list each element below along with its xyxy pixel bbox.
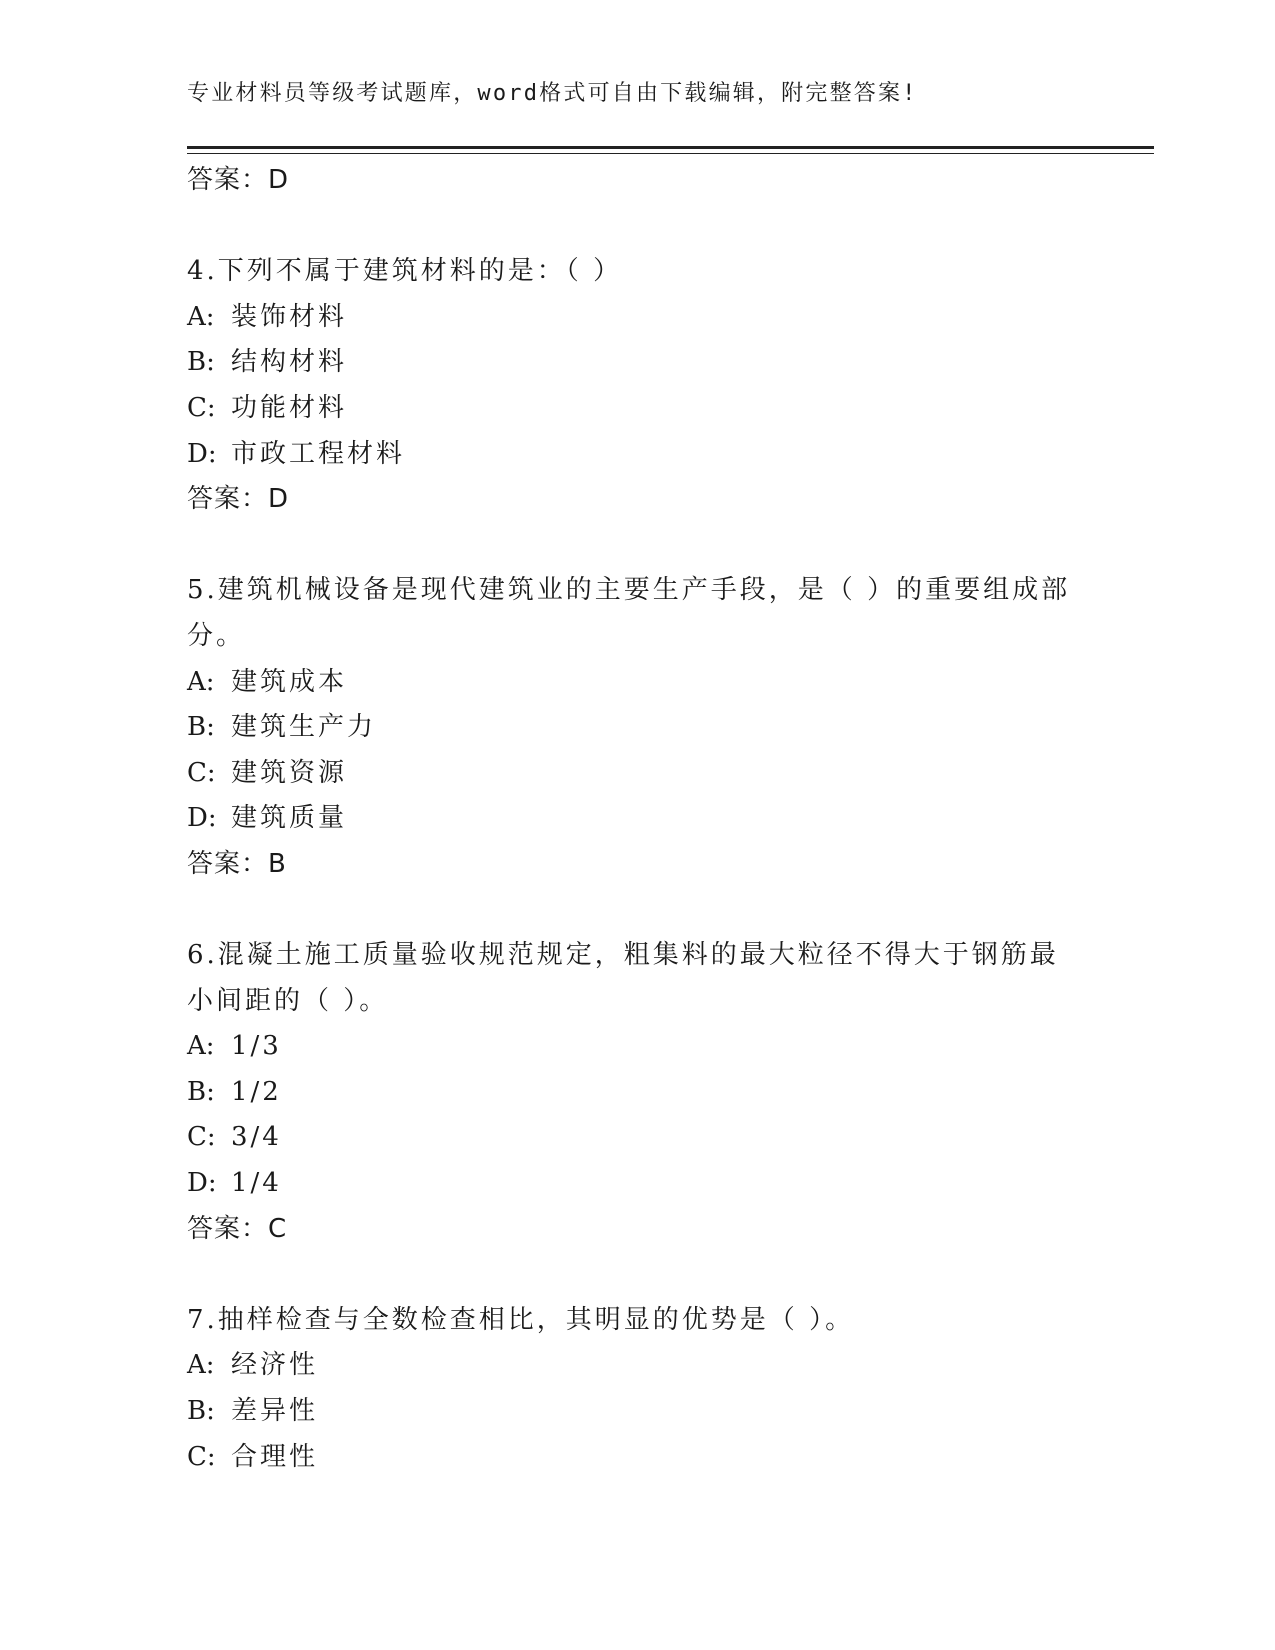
option-text: 结构材料: [231, 347, 348, 378]
option-line: [187, 1024, 1087, 1070]
spacer: [187, 1252, 1087, 1298]
option-letter: C:: [187, 1122, 216, 1153]
spacer: [187, 204, 1087, 250]
option-letter: C:: [187, 392, 216, 423]
option-text: 经济性: [231, 1350, 319, 1381]
option-line: [187, 1115, 1087, 1161]
option-text: 装饰材料: [231, 301, 348, 332]
option-text: 3/4: [231, 1122, 282, 1153]
option-line: [187, 1070, 1087, 1116]
option-line: [187, 660, 1087, 706]
option-line: [187, 1161, 1087, 1207]
question-list: [187, 158, 1087, 1480]
option-text: 1/3: [231, 1031, 282, 1062]
option-letter: A:: [187, 301, 215, 332]
option-letter: B:: [187, 347, 215, 378]
option-line: [187, 1343, 1087, 1389]
option-text: 差异性: [231, 1396, 319, 1427]
option-text: 建筑生产力: [231, 712, 377, 743]
option-line: [187, 386, 1087, 432]
answer-line: 答案：D: [187, 484, 290, 515]
spacer: [187, 523, 1087, 569]
answer-line: 答案：C: [187, 1213, 288, 1244]
question-text: 4.下列不属于建筑材料的是：（ ）: [187, 256, 623, 287]
question-text: 小间距的（ ）。: [187, 985, 389, 1016]
answer-line: 答案：B: [187, 848, 287, 879]
option-letter: D:: [187, 438, 217, 469]
option-letter: C:: [187, 757, 216, 788]
answer-line: 答案：D: [187, 165, 290, 195]
option-letter: D:: [187, 1168, 217, 1199]
option-letter: B:: [187, 1076, 215, 1107]
option-line: [187, 1389, 1087, 1435]
option-line: [187, 751, 1087, 797]
option-text: 建筑质量: [231, 803, 348, 834]
option-letter: A:: [187, 1031, 215, 1062]
option-text: 合理性: [231, 1441, 319, 1472]
option-text: 1/2: [231, 1076, 282, 1107]
option-letter: B:: [187, 1396, 215, 1427]
question-text: 7.抽样检查与全数检查相比，其明显的优势是（ ）。: [187, 1304, 855, 1335]
option-letter: D:: [187, 803, 217, 834]
option-letter: B:: [187, 712, 215, 743]
option-text: 建筑成本: [231, 666, 348, 697]
option-line: [187, 340, 1087, 386]
header-divider-thin: [187, 153, 1154, 154]
question-text: 分。: [187, 620, 246, 651]
option-line: [187, 295, 1087, 341]
page-header: 专业材料员等级考试题库，word格式可自由下载编辑，附完整答案!: [187, 81, 918, 106]
question-text: 6.混凝土施工质量验收规范规定，粗集料的最大粒径不得大于钢筋最: [187, 940, 1059, 971]
spacer: [187, 888, 1087, 934]
option-line: [187, 432, 1087, 478]
option-text: 市政工程材料: [231, 438, 406, 469]
option-line: [187, 1435, 1087, 1481]
option-letter: C:: [187, 1441, 216, 1472]
question-text: 5.建筑机械设备是现代建筑业的主要生产手段，是（ ）的重要组成部: [187, 575, 1071, 606]
option-text: 1/4: [231, 1168, 282, 1199]
option-letter: A:: [187, 1350, 215, 1381]
option-text: 建筑资源: [231, 757, 348, 788]
option-line: [187, 796, 1087, 842]
option-letter: A:: [187, 666, 215, 697]
option-text: 功能材料: [231, 392, 348, 423]
header-divider-thick: [187, 146, 1154, 149]
option-line: [187, 705, 1087, 751]
